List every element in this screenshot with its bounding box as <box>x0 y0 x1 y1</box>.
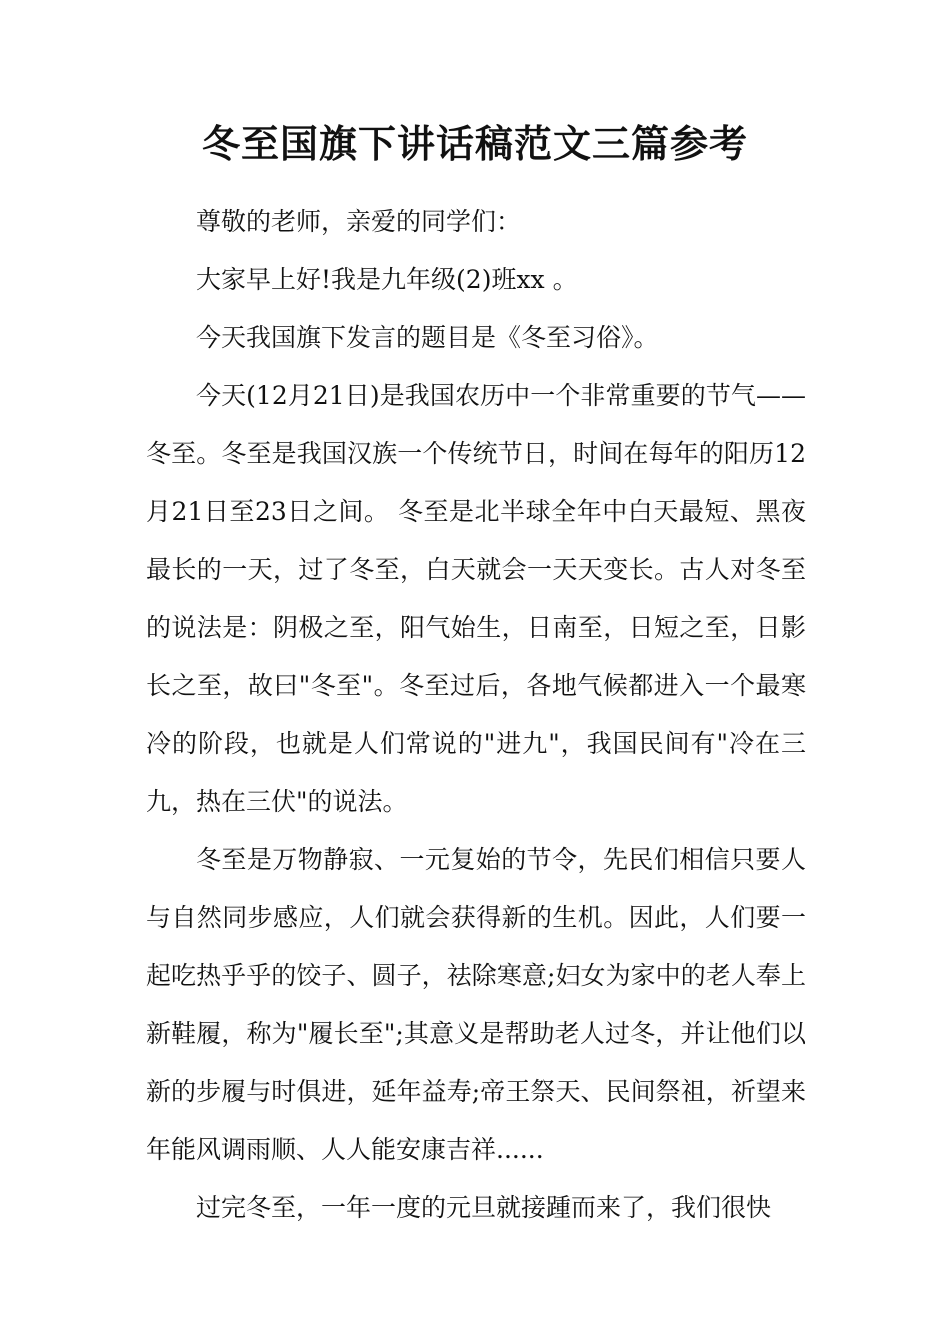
document-body <box>146 193 806 1237</box>
document-title: 冬至国旗下讲话稿范文三篇参考 <box>201 121 748 166</box>
paragraph-winter-solstice-definition: 今天(12月21日)是我国农历中一个非常重要的节气——冬至。冬至是我国汉族一个传统节日，时间在每年的阳历12月21日至23日之间。 冬至是北半球全年中白天最短、黑夜最长的一天，过了冬至，白天就会一天天变长。古人对冬至的说法是：阴极之至，阳气始生，日南至，日短之至，日影长之至，故曰"冬至"。冬至过后，各地气候都进入一个最寒冷的阶段，也就是人们常说的"进九"，我国民间有"冷在三九，热在三伏"的说法。 <box>146 381 806 816</box>
paragraph-introduction: 大家早上好!我是九年级(2)班xx 。 <box>196 265 578 294</box>
paragraph-new-year: 过完冬至，一年一度的元旦就接踵而来了，我们很快 <box>196 1193 772 1222</box>
paragraph-customs: 冬至是万物静寂、一元复始的节令，先民们相信只要人与自然同步感应，人们就会获得新的生机。因此，人们要一起吃热乎乎的饺子、圆子，祛除寒意;妇女为家中的老人奉上新鞋履，称为"履长至";其意义是帮助老人过冬，并让他们以新的步履与时俱进，延年益寿;帝王祭天、民间祭祖，祈望来年能风调雨顺、人人能安康吉祥...... <box>146 845 806 1164</box>
paragraph-topic: 今天我国旗下发言的题目是《冬至习俗》。 <box>196 323 659 352</box>
paragraph-greeting: 尊敬的老师，亲爱的同学们： <box>196 207 522 236</box>
